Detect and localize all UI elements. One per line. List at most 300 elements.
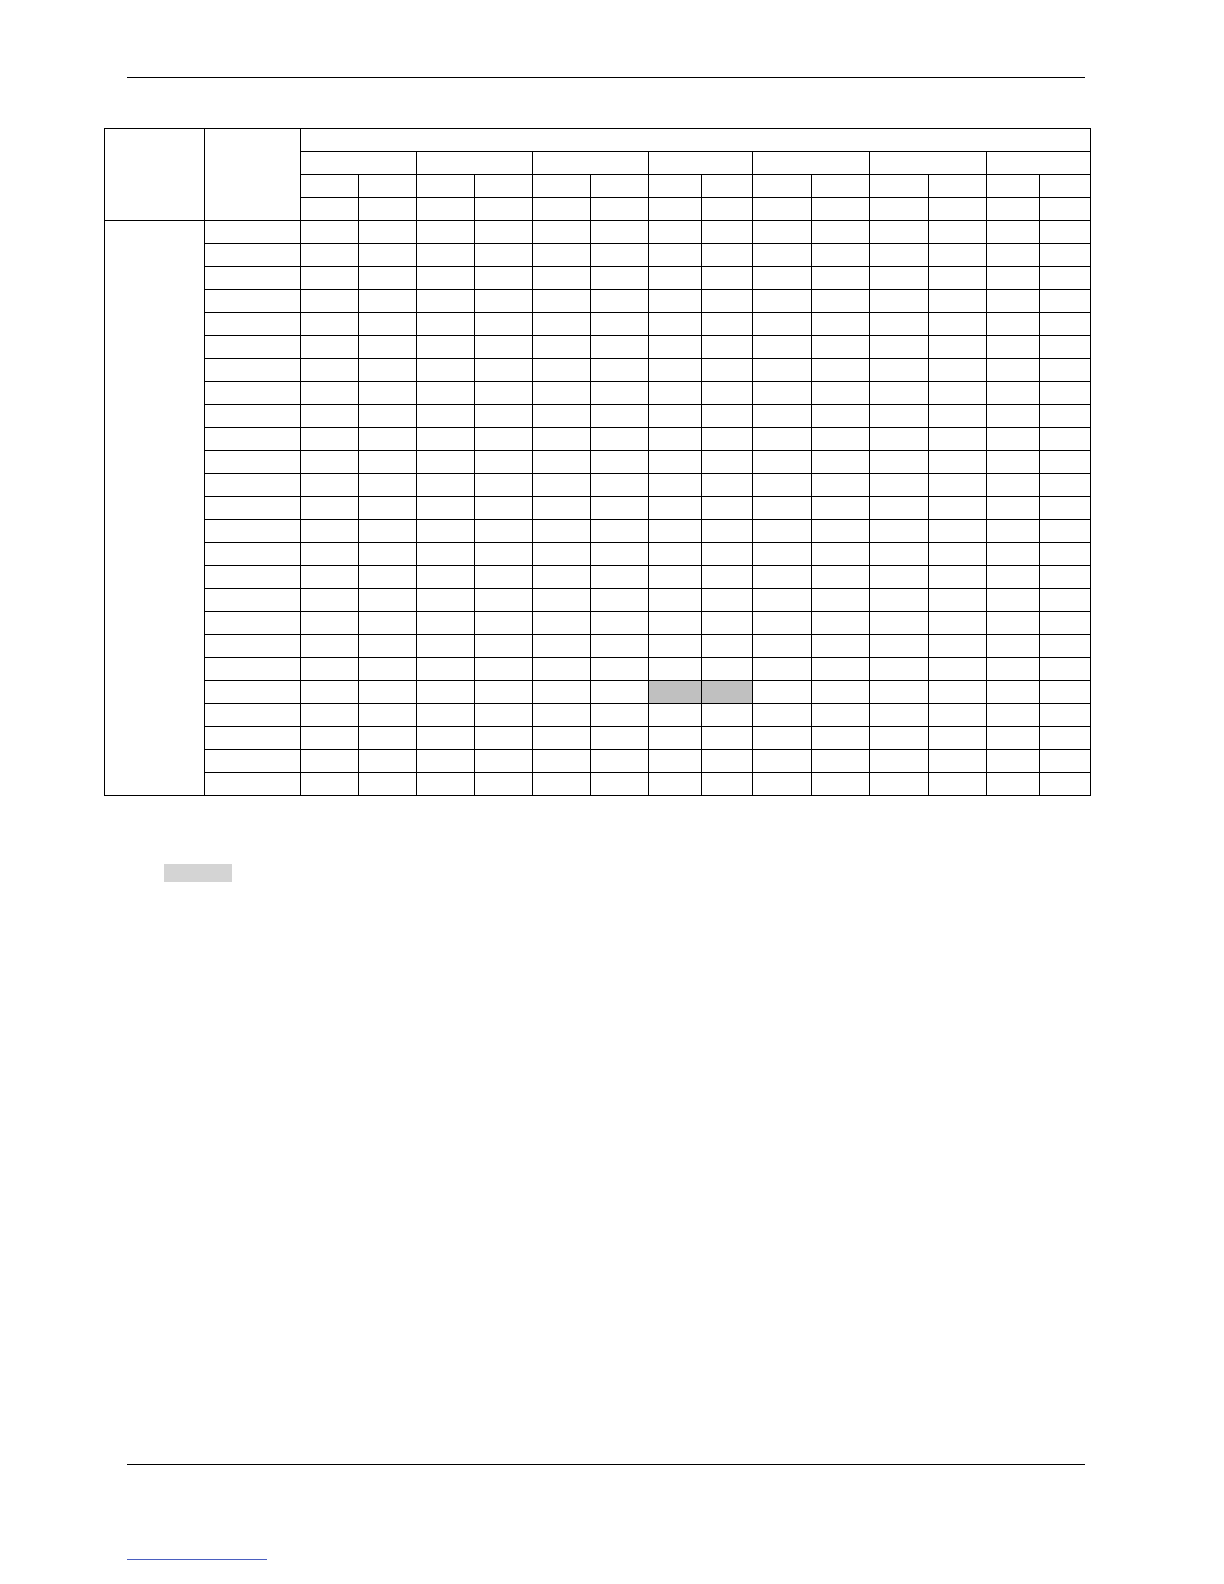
table-cell xyxy=(702,290,753,313)
unit-header xyxy=(702,198,753,221)
row-label xyxy=(205,428,301,451)
table-row xyxy=(105,704,1091,727)
table-cell xyxy=(753,221,812,244)
corner-header-1 xyxy=(105,129,205,221)
unit-header xyxy=(929,198,987,221)
table-cell xyxy=(417,359,475,382)
table-cell xyxy=(475,727,533,750)
table-cell xyxy=(1040,658,1091,681)
table-cell xyxy=(929,635,987,658)
table-cell xyxy=(870,658,929,681)
top-header xyxy=(301,129,1091,152)
table-cell xyxy=(753,681,812,704)
table-cell xyxy=(1040,497,1091,520)
table-cell xyxy=(753,727,812,750)
table-cell xyxy=(533,704,591,727)
unit-header xyxy=(1040,198,1091,221)
table-cell xyxy=(533,497,591,520)
table-cell xyxy=(1040,750,1091,773)
table-cell xyxy=(753,658,812,681)
table-cell xyxy=(812,405,870,428)
row-label xyxy=(205,267,301,290)
table-cell xyxy=(870,428,929,451)
table-cell xyxy=(702,405,753,428)
table-cell xyxy=(359,520,417,543)
row-label xyxy=(205,221,301,244)
sub-header xyxy=(1040,175,1091,198)
table-cell xyxy=(812,290,870,313)
unit-header xyxy=(591,198,649,221)
table-cell xyxy=(987,589,1040,612)
table-cell xyxy=(753,336,812,359)
table-cell xyxy=(591,658,649,681)
table-row xyxy=(105,589,1091,612)
table-cell xyxy=(812,635,870,658)
table-cell xyxy=(649,704,702,727)
table-cell xyxy=(591,520,649,543)
table-cell xyxy=(533,382,591,405)
data-table xyxy=(104,128,1091,796)
table-cell xyxy=(702,244,753,267)
table-cell xyxy=(870,750,929,773)
table-row xyxy=(105,313,1091,336)
corner-header-2 xyxy=(205,129,301,221)
table-row xyxy=(105,359,1091,382)
table-cell xyxy=(301,290,359,313)
table-cell xyxy=(359,405,417,428)
table-cell xyxy=(987,658,1040,681)
table-cell xyxy=(929,474,987,497)
table-cell xyxy=(417,313,475,336)
table-cell xyxy=(929,221,987,244)
table-cell xyxy=(812,520,870,543)
table-cell xyxy=(987,681,1040,704)
table-cell xyxy=(591,474,649,497)
table-cell xyxy=(475,773,533,796)
table-cell xyxy=(870,244,929,267)
table-cell xyxy=(649,635,702,658)
table-cell xyxy=(301,267,359,290)
table-cell xyxy=(533,589,591,612)
table-cell xyxy=(417,773,475,796)
sub-header xyxy=(475,175,533,198)
table-cell xyxy=(591,681,649,704)
table-cell xyxy=(417,336,475,359)
row-label xyxy=(205,451,301,474)
table-cell xyxy=(301,658,359,681)
table-row xyxy=(105,428,1091,451)
table-cell xyxy=(301,244,359,267)
table-cell xyxy=(533,451,591,474)
table-cell xyxy=(591,566,649,589)
table-cell xyxy=(533,336,591,359)
table-cell xyxy=(870,290,929,313)
table-cell xyxy=(533,543,591,566)
table-cell xyxy=(702,704,753,727)
table-cell xyxy=(702,681,753,704)
table-cell xyxy=(812,267,870,290)
table-cell xyxy=(702,267,753,290)
table-cell xyxy=(417,635,475,658)
table-cell xyxy=(812,497,870,520)
row-label xyxy=(205,336,301,359)
table-cell xyxy=(987,497,1040,520)
table-cell xyxy=(1040,244,1091,267)
table-cell xyxy=(987,336,1040,359)
table-cell xyxy=(753,589,812,612)
table-cell xyxy=(649,428,702,451)
sub-header xyxy=(649,175,702,198)
table-cell xyxy=(812,612,870,635)
table-cell xyxy=(533,221,591,244)
table-cell xyxy=(591,244,649,267)
table-cell xyxy=(533,290,591,313)
table-row xyxy=(105,244,1091,267)
table-cell xyxy=(812,382,870,405)
table-cell xyxy=(533,428,591,451)
table-cell xyxy=(987,359,1040,382)
table-cell xyxy=(870,497,929,520)
table-cell xyxy=(417,267,475,290)
table-cell xyxy=(929,520,987,543)
table-cell xyxy=(301,727,359,750)
group-header xyxy=(301,152,417,175)
table-cell xyxy=(475,543,533,566)
table-cell xyxy=(533,750,591,773)
table-cell xyxy=(475,635,533,658)
table-cell xyxy=(929,451,987,474)
sub-header xyxy=(870,175,929,198)
table-cell xyxy=(812,589,870,612)
unit-header xyxy=(812,198,870,221)
row-label xyxy=(205,382,301,405)
table-cell xyxy=(591,428,649,451)
table-cell xyxy=(1040,336,1091,359)
table-cell xyxy=(753,520,812,543)
table-cell xyxy=(987,313,1040,336)
table-cell xyxy=(417,405,475,428)
table-cell xyxy=(359,382,417,405)
table-cell xyxy=(929,589,987,612)
table-cell xyxy=(702,497,753,520)
table-cell xyxy=(591,612,649,635)
table-cell xyxy=(475,336,533,359)
table-cell xyxy=(475,520,533,543)
table-cell xyxy=(929,313,987,336)
table-cell xyxy=(1040,520,1091,543)
table-cell xyxy=(870,543,929,566)
sub-header xyxy=(359,175,417,198)
table-cell xyxy=(929,543,987,566)
row-label xyxy=(205,543,301,566)
table-cell xyxy=(301,474,359,497)
table-cell xyxy=(753,244,812,267)
table-cell xyxy=(702,635,753,658)
table-row xyxy=(105,405,1091,428)
table-cell xyxy=(987,566,1040,589)
table-cell xyxy=(417,543,475,566)
table-cell xyxy=(475,750,533,773)
table-cell xyxy=(301,520,359,543)
table-cell xyxy=(533,474,591,497)
table-cell xyxy=(929,727,987,750)
table-cell xyxy=(702,727,753,750)
table-cell xyxy=(702,543,753,566)
table-cell xyxy=(702,612,753,635)
table-cell xyxy=(753,543,812,566)
table-cell xyxy=(649,474,702,497)
table-cell xyxy=(753,474,812,497)
table-cell xyxy=(870,635,929,658)
table-cell xyxy=(929,566,987,589)
table-row xyxy=(105,267,1091,290)
table-cell xyxy=(812,428,870,451)
table-cell xyxy=(870,313,929,336)
table-cell xyxy=(649,336,702,359)
footer-link[interactable] xyxy=(127,1559,267,1560)
table-cell xyxy=(533,405,591,428)
table-cell xyxy=(301,635,359,658)
table-cell xyxy=(649,566,702,589)
row-label xyxy=(205,313,301,336)
table-cell xyxy=(870,589,929,612)
row-label xyxy=(205,405,301,428)
table-cell xyxy=(475,589,533,612)
table-cell xyxy=(475,221,533,244)
table-cell xyxy=(1040,566,1091,589)
table-cell xyxy=(359,566,417,589)
unit-header xyxy=(870,198,929,221)
table-cell xyxy=(753,635,812,658)
table-cell xyxy=(987,405,1040,428)
table-cell xyxy=(417,612,475,635)
table-cell xyxy=(929,750,987,773)
table-cell xyxy=(417,474,475,497)
unit-header xyxy=(359,198,417,221)
table-cell xyxy=(702,474,753,497)
table-row xyxy=(105,681,1091,704)
table-cell xyxy=(649,244,702,267)
table-cell xyxy=(702,382,753,405)
table-cell xyxy=(359,359,417,382)
table-row xyxy=(105,336,1091,359)
table-cell xyxy=(591,313,649,336)
table-cell xyxy=(870,405,929,428)
sub-header xyxy=(301,175,359,198)
table-cell xyxy=(649,451,702,474)
table-cell xyxy=(533,244,591,267)
table-cell xyxy=(1040,313,1091,336)
table-cell xyxy=(929,681,987,704)
table-cell xyxy=(987,727,1040,750)
table-cell xyxy=(1040,290,1091,313)
table-cell xyxy=(417,566,475,589)
table-cell xyxy=(301,359,359,382)
table-cell xyxy=(359,474,417,497)
table-cell xyxy=(870,359,929,382)
table-row xyxy=(105,497,1091,520)
table-row xyxy=(105,474,1091,497)
table-cell xyxy=(929,773,987,796)
table-cell xyxy=(475,382,533,405)
table-cell xyxy=(301,681,359,704)
table-cell xyxy=(1040,773,1091,796)
table-cell xyxy=(301,451,359,474)
table-cell xyxy=(702,589,753,612)
table-cell xyxy=(417,428,475,451)
table-cell xyxy=(812,451,870,474)
table-cell xyxy=(649,290,702,313)
table-cell xyxy=(591,635,649,658)
table-cell xyxy=(649,773,702,796)
group-header xyxy=(753,152,870,175)
group-header xyxy=(987,152,1091,175)
sub-header xyxy=(812,175,870,198)
table-cell xyxy=(1040,543,1091,566)
table-cell xyxy=(475,497,533,520)
table-cell xyxy=(870,566,929,589)
row-label xyxy=(205,635,301,658)
table-row xyxy=(105,290,1091,313)
table-cell xyxy=(702,359,753,382)
table-cell xyxy=(591,382,649,405)
row-label xyxy=(205,244,301,267)
sub-header xyxy=(929,175,987,198)
table-cell xyxy=(1040,612,1091,635)
table-cell xyxy=(812,773,870,796)
table-cell xyxy=(533,267,591,290)
table-cell xyxy=(929,244,987,267)
table-cell xyxy=(812,704,870,727)
table-cell xyxy=(1040,727,1091,750)
table-cell xyxy=(359,244,417,267)
table-cell xyxy=(591,221,649,244)
table-cell xyxy=(753,451,812,474)
table-cell xyxy=(1040,267,1091,290)
table-cell xyxy=(987,543,1040,566)
table-cell xyxy=(753,612,812,635)
table-cell xyxy=(870,727,929,750)
table-cell xyxy=(359,497,417,520)
unit-header xyxy=(475,198,533,221)
table-cell xyxy=(359,589,417,612)
table-cell xyxy=(1040,474,1091,497)
table-cell xyxy=(987,290,1040,313)
table-cell xyxy=(359,635,417,658)
table-cell xyxy=(649,589,702,612)
table-cell xyxy=(359,773,417,796)
table-row xyxy=(105,221,1091,244)
table-cell xyxy=(301,497,359,520)
table-cell xyxy=(475,612,533,635)
table-cell xyxy=(475,290,533,313)
sub-header xyxy=(702,175,753,198)
table-cell xyxy=(417,244,475,267)
header-rule xyxy=(127,77,1085,78)
table-cell xyxy=(533,635,591,658)
table-cell xyxy=(753,773,812,796)
row-label xyxy=(205,773,301,796)
unit-header xyxy=(649,198,702,221)
table-row xyxy=(105,451,1091,474)
sub-header xyxy=(591,175,649,198)
row-label xyxy=(205,681,301,704)
table-cell xyxy=(870,221,929,244)
table-cell xyxy=(301,313,359,336)
table-cell xyxy=(475,405,533,428)
table-cell xyxy=(702,566,753,589)
table-cell xyxy=(649,405,702,428)
table-cell xyxy=(475,566,533,589)
unit-header xyxy=(301,198,359,221)
table-cell xyxy=(987,451,1040,474)
table-cell xyxy=(475,267,533,290)
table-cell xyxy=(812,543,870,566)
table-cell xyxy=(753,267,812,290)
table-row xyxy=(105,750,1091,773)
sub-header xyxy=(533,175,591,198)
table-cell xyxy=(301,428,359,451)
table-cell xyxy=(649,727,702,750)
table-cell xyxy=(359,290,417,313)
table-row xyxy=(105,658,1091,681)
table-cell xyxy=(417,727,475,750)
table-cell xyxy=(475,704,533,727)
table-cell xyxy=(702,773,753,796)
table-cell xyxy=(475,451,533,474)
table-cell xyxy=(417,750,475,773)
table-cell xyxy=(475,313,533,336)
table-cell xyxy=(1040,382,1091,405)
table-cell xyxy=(301,704,359,727)
header-row-top xyxy=(105,129,1091,152)
table-cell xyxy=(753,750,812,773)
table-cell xyxy=(359,313,417,336)
table-cell xyxy=(812,359,870,382)
table-cell xyxy=(649,681,702,704)
table-cell xyxy=(301,566,359,589)
row-label xyxy=(205,589,301,612)
table-cell xyxy=(359,612,417,635)
table-cell xyxy=(812,313,870,336)
table-cell xyxy=(301,336,359,359)
table-cell xyxy=(929,290,987,313)
row-label xyxy=(205,612,301,635)
table-cell xyxy=(649,497,702,520)
table-cell xyxy=(591,589,649,612)
table-cell xyxy=(417,704,475,727)
table-cell xyxy=(301,750,359,773)
table-cell xyxy=(753,566,812,589)
table-cell xyxy=(870,451,929,474)
table-cell xyxy=(359,451,417,474)
table-cell xyxy=(929,359,987,382)
table-cell xyxy=(649,750,702,773)
table-cell xyxy=(870,382,929,405)
table-cell xyxy=(591,543,649,566)
table-cell xyxy=(359,681,417,704)
table-cell xyxy=(870,267,929,290)
note-highlight xyxy=(164,864,232,882)
table-cell xyxy=(987,520,1040,543)
row-label xyxy=(205,727,301,750)
table-cell xyxy=(359,658,417,681)
row-label xyxy=(205,566,301,589)
table-cell xyxy=(929,704,987,727)
table-cell xyxy=(533,520,591,543)
unit-header xyxy=(987,198,1040,221)
table-cell xyxy=(475,244,533,267)
